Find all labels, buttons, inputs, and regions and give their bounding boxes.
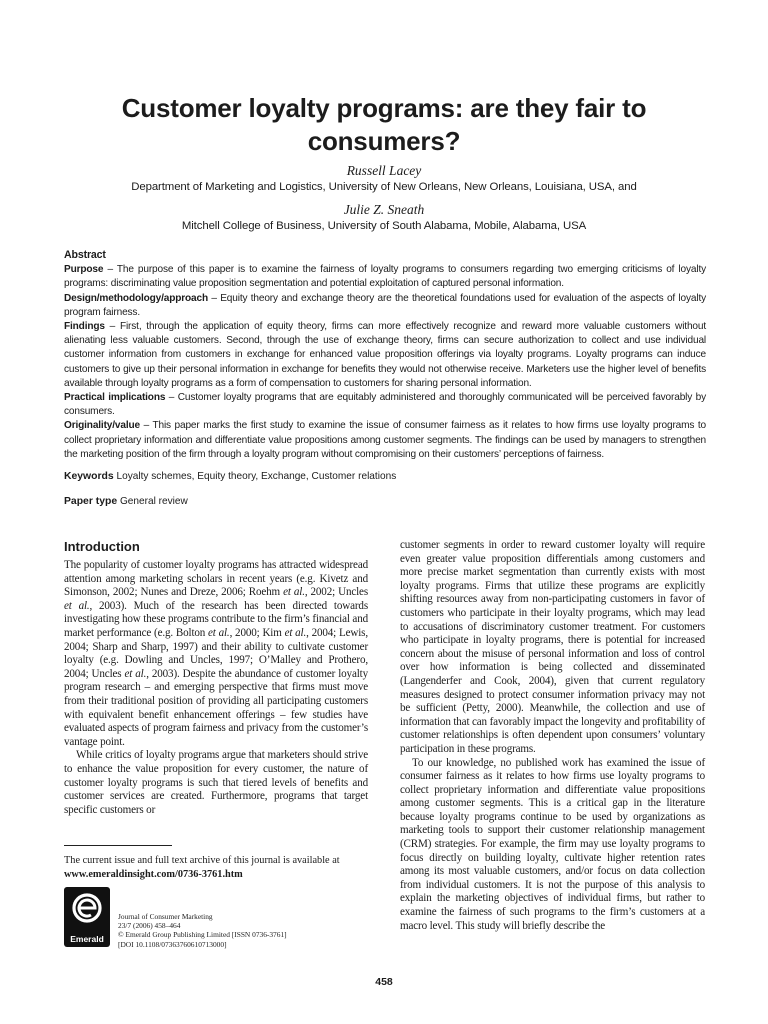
paper-type	[64, 496, 706, 507]
author-name: Julie Z. Sneath	[343, 202, 425, 217]
journal-name: Journal of Consumer Marketing	[118, 912, 213, 921]
paragraph: customer segments in order to reward customer loyalty will require even greater value proposition differentials among customers and more precise market segmentation than currently exists with most loyalty programs. Firms that utilize these programs are explicitly shifting resources away from non-participating customers in favor of customers who participate in their loyalty programs, which may lead to accusations of discriminatory customer treatment. For customers who participate in loyalty programs, there is potential for increased concern about the misuse of personal information and loss of control over how information is being collected and disseminated (Langenderfer and Cook, 2004), given that current regulatory measures designed to protect consumer information privacy may not be sufficient (Petty, 2000). Meanwhile, the collection and use of information that can favorably impact the longevity and profitability of customer relationships is often dependent upon consumers’ voluntary participation in these programs.	[400, 539, 705, 755]
findings-label: Findings	[64, 321, 105, 333]
abstract-design	[64, 292, 706, 320]
journal-info	[118, 912, 378, 949]
paper-title: Customer loyalty programs: are they fair to consumers?	[121, 93, 647, 156]
abstract	[64, 248, 706, 462]
keywords	[64, 471, 706, 482]
abstract-practical	[64, 391, 706, 419]
purpose-label: Purpose	[64, 264, 104, 276]
purpose-text: – The purpose of this paper is to examine the fairness of loyalty programs to consumers regarding two emerging criticisms of loyalty programs: discriminating value proposition segmentation and potential exploitation of captured personal information.	[64, 264, 706, 290]
abstract-heading: Abstract	[64, 249, 106, 261]
author-affiliation: Department of Marketing and Logistics, University of New Orleans, New Orleans, Louisiana, USA, and	[131, 181, 637, 193]
paragraph: To our knowledge, no published work has examined the issue of consumer fairness as it relates to how firms use loyalty programs to collect proprietary information and differentiate value propositions among customer segments. This is a critical gap in the literature because loyalty programs continue to be used by organizations as marketing tools to support their customer relationship management (CRM) strategies. For example, the firm may use loyalty programs to focus directly on building loyalty, cultivate higher retention rates among its most valuable customers, and/or focus on data collection from individual customers. It is not the purpose of this analysis to explain the marketing objectives of individual firms, but rather to examine the fairness of such programs to the firm’s customers at a macro level. This study will briefly describe the	[400, 756, 705, 932]
journal-link[interactable]: www.emeraldinsight.com/0736-3761.htm	[64, 869, 243, 880]
abstract-findings	[64, 320, 706, 391]
paper-type-text: General review	[117, 496, 188, 507]
abstract-purpose	[64, 263, 706, 291]
left-column	[64, 559, 368, 817]
section-heading: Introduction	[64, 539, 140, 554]
emerald-logo-icon	[64, 887, 110, 947]
right-column	[400, 539, 705, 933]
practical-text: – Customer loyalty programs that are equitably administered and thoroughly communicated will be perceived favorably by consumers.	[64, 392, 706, 418]
abstract-originality	[64, 419, 706, 462]
archive-text: The current issue and full text archive of this journal is available at	[64, 855, 340, 866]
journal-volume: 23/7 (2006) 458–464	[118, 921, 181, 931]
journal-doi: [DOI 10.1108/07363760610713000]	[118, 939, 227, 949]
paper-type-label: Paper type	[64, 496, 118, 507]
keywords-text: Loyalty schemes, Equity theory, Exchange, Customer relations	[113, 471, 397, 482]
design-text: – Equity theory and exchange theory are the theoretical foundations used for evaluation of the aspects of loyalty program fairness.	[64, 292, 706, 318]
logo-wordmark: Emerald	[70, 934, 104, 944]
emerald-emblem	[64, 887, 110, 933]
design-label: Design/methodology/approach	[64, 292, 209, 304]
paragraph: While critics of loyalty programs argue that marketers should strive to enhance the value proposition for every customer, the nature of customer loyalty programs is such that tiered levels of benefits and customer services are created. Furthermore, programs that target specific customers or	[64, 749, 368, 816]
journal-copyright: © Emerald Group Publishing Limited [ISSN 0736-3761]	[118, 930, 287, 940]
page-number: 458	[375, 976, 393, 988]
keywords-label: Keywords	[64, 471, 114, 482]
findings-text: – First, through the application of equity theory, firms can more effectively recognize and reward more valuable customers without alienating less valuable customers. Second, through the use of exchange theory, firms can secure authorization to collect and use individual customer information from customers in exchange for enhanced value proposition offerings via loyalty programs. Loyalty programs can induce customers to give up their personal information in exchange for benefits they would not otherwise receive. Marketers use the higher level of benefits available through loyalty programs as a form of compensation to customers for sharing personal information.	[64, 321, 706, 389]
archive-note	[64, 854, 368, 882]
footnote-divider	[64, 845, 172, 846]
author-affiliation: Mitchell College of Business, University of South Alabama, Mobile, Alabama, USA	[181, 220, 587, 232]
practical-label: Practical implications	[64, 392, 166, 404]
originality-label: Originality/value	[64, 420, 140, 432]
author-name: Russell Lacey	[346, 163, 422, 178]
paragraph: The popularity of customer loyalty programs has attracted widespread attention among marketing scholars in recent years (e.g. Kivetz and Simonson, 2002; Nunes and Dreze, 2006; Roehm et al., 2002; Uncles et al., 2003). Much of the research has been directed towards investigating how these programs contribute to the firm’s financial and market performance (e.g. Bolton et al., 2000; Kim et al., 2004; Lewis, 2004; Sharp and Sharp, 1997) and their ability to cultivate customer loyalty (e.g. Dowling and Uncles, 1997; O’Malley and Prothero, 2004; Uncles et al., 2003). Despite the abundance of customer loyalty program research – and emerging perspective that firms must move from their traditional position of providing all participating customers with equivalent benefit enhancement offerings – few studies have evaluated aspects of program fairness and privacy from the customer’s vantage point.	[64, 559, 368, 748]
originality-text: – This paper marks the first study to examine the issue of consumer fairness as it relates to how firms use loyalty programs to collect proprietary information and differentiate value propositions among customer segments. The findings can be used by managers to strengthen the marketing position of the firm through a loyalty program without compromising on their customers’ perceptions of fairness.	[64, 420, 706, 460]
